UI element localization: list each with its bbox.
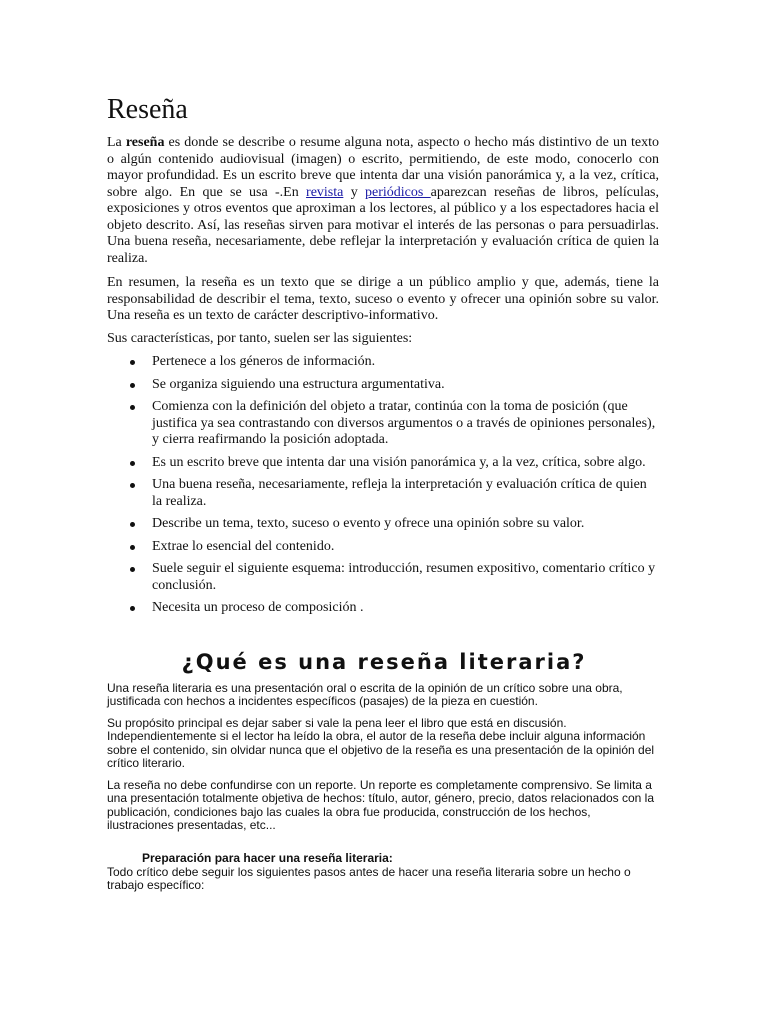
bullet-icon [130, 360, 135, 365]
preparation-paragraph: Todo crítico debe seguir los siguientes pasos antes de hacer una reseña literaria sobre un hecho o trabajo específico: [107, 865, 631, 893]
intro-text-a: es donde se describe o resume alguna nota, aspecto o hecho más distintivo de un texto o algún contenido audiovisual (imagen) o escrito, permitiendo, de este modo, conocerlo con mayor profundidad. Es un escrito breve que intenta dar una visión panorámica y, a la vez, crítica, sobre algo. En que se usa -.En [107, 135, 659, 200]
intro-lead: La [107, 135, 126, 150]
link-periodicos[interactable]: periódicos [365, 184, 431, 200]
list-item [107, 516, 659, 533]
intro-bold-term: reseña [125, 135, 165, 150]
list-item [107, 377, 659, 394]
list-item-text: Extrae lo esencial del contenido. [152, 538, 335, 554]
list-item-text: Necesita un proceso de composición . [152, 600, 364, 615]
list-item [107, 354, 659, 371]
bullet-icon [130, 461, 135, 466]
preparation-subheading: Preparación para hacer una reseña literaria: [142, 851, 393, 865]
list-item-text: Comienza con la definición del objeto a tratar, continúa con la toma de posición (que justifica ya sea contrastando con diversos argumentos o a través de opiniones personales), y cierra reafirmando la posición adoptada. [152, 399, 656, 447]
list-item-text: Se organiza siguiendo una estructura argumentativa. [152, 376, 445, 392]
list-item [107, 561, 659, 594]
intro-between: y [343, 184, 366, 200]
intro-paragraph [107, 135, 659, 267]
characteristics-list [107, 354, 659, 623]
literary-paragraph-2: Su propósito principal es dejar saber si vale la pena leer el libro que está en discusión. Independientemente si el lector ha leído la obra, el autor de la reseña debe incluir alguna información sobre el contenido, sin olvidar nunca que el objetivo de la reseña es una presentación de la opinión del crítico literario. [107, 716, 655, 770]
list-item [107, 539, 659, 556]
list-item [107, 399, 659, 449]
bullet-icon [130, 483, 135, 488]
list-item-text: Suele seguir el siguiente esquema: introducción, resumen expositivo, comentario crítico y conclusión. [152, 561, 656, 593]
bullet-icon [130, 606, 135, 611]
list-item [107, 600, 659, 617]
list-item-text: Es un escrito breve que intenta dar una visión panorámica y, a la vez, crítica, sobre algo. [152, 454, 646, 470]
characteristics-intro: Sus características, por tanto, suelen ser las siguientes: [107, 331, 413, 346]
literary-paragraph-3: La reseña no debe confundirse con un reporte. Un reporte es completamente comprensivo. Se limita a una presentación totalmente objetiva de hechos: título, autor, género, precio, datos relacionados con la publicación, condiciones bajo las cuales la obra fue producida, construcción de los hechos, ilustraciones presentadas, etc... [107, 778, 655, 832]
list-item-text: Describe un tema, texto, suceso o evento y ofrece una opinión sobre su valor. [152, 516, 585, 531]
bullet-icon [130, 567, 135, 572]
intro-text-b: aparezcan reseñas de libros, películas, exposiciones y otros eventos que aproximan a los lectores, al público y a los espectadores hacia el objeto descrito. Así, las reseñas sirven para motivar el interés de las personas o para persuadirlas. Una buena reseña, necesariamente, debe reflejar la interpretación y evaluación crítica de quien la realiza. [107, 184, 659, 266]
bullet-icon [130, 545, 135, 550]
list-item [107, 477, 659, 510]
bullet-icon [130, 383, 135, 388]
bullet-icon [130, 405, 135, 410]
literary-paragraph-1: Una reseña literaria es una presentación oral o escrita de la opinión de un crítico sobre una obra, justificada con hechos a incidentes específicos (pasajes) de la pieza en cuestión. [107, 681, 623, 709]
literary-review-heading: ¿Qué es una reseña literaria? [181, 650, 587, 674]
list-item-text: Una buena reseña, necesariamente, refleja la interpretación y evaluación crítica de quien la realiza. [152, 477, 647, 509]
page-title: Reseña [107, 94, 188, 125]
summary-paragraph: En resumen, la reseña es un texto que se dirige a un público amplio y que, además, tiene la responsabilidad de describir el tema, texto, suceso o evento y ofrecer una opinión sobre su valor. Una reseña es un texto de carácter descriptivo-informativo. [107, 275, 659, 323]
bullet-icon [130, 522, 135, 527]
link-revista[interactable]: revista [306, 184, 344, 200]
list-item [107, 455, 659, 472]
list-item-text: Pertenece a los géneros de información. [152, 354, 376, 369]
